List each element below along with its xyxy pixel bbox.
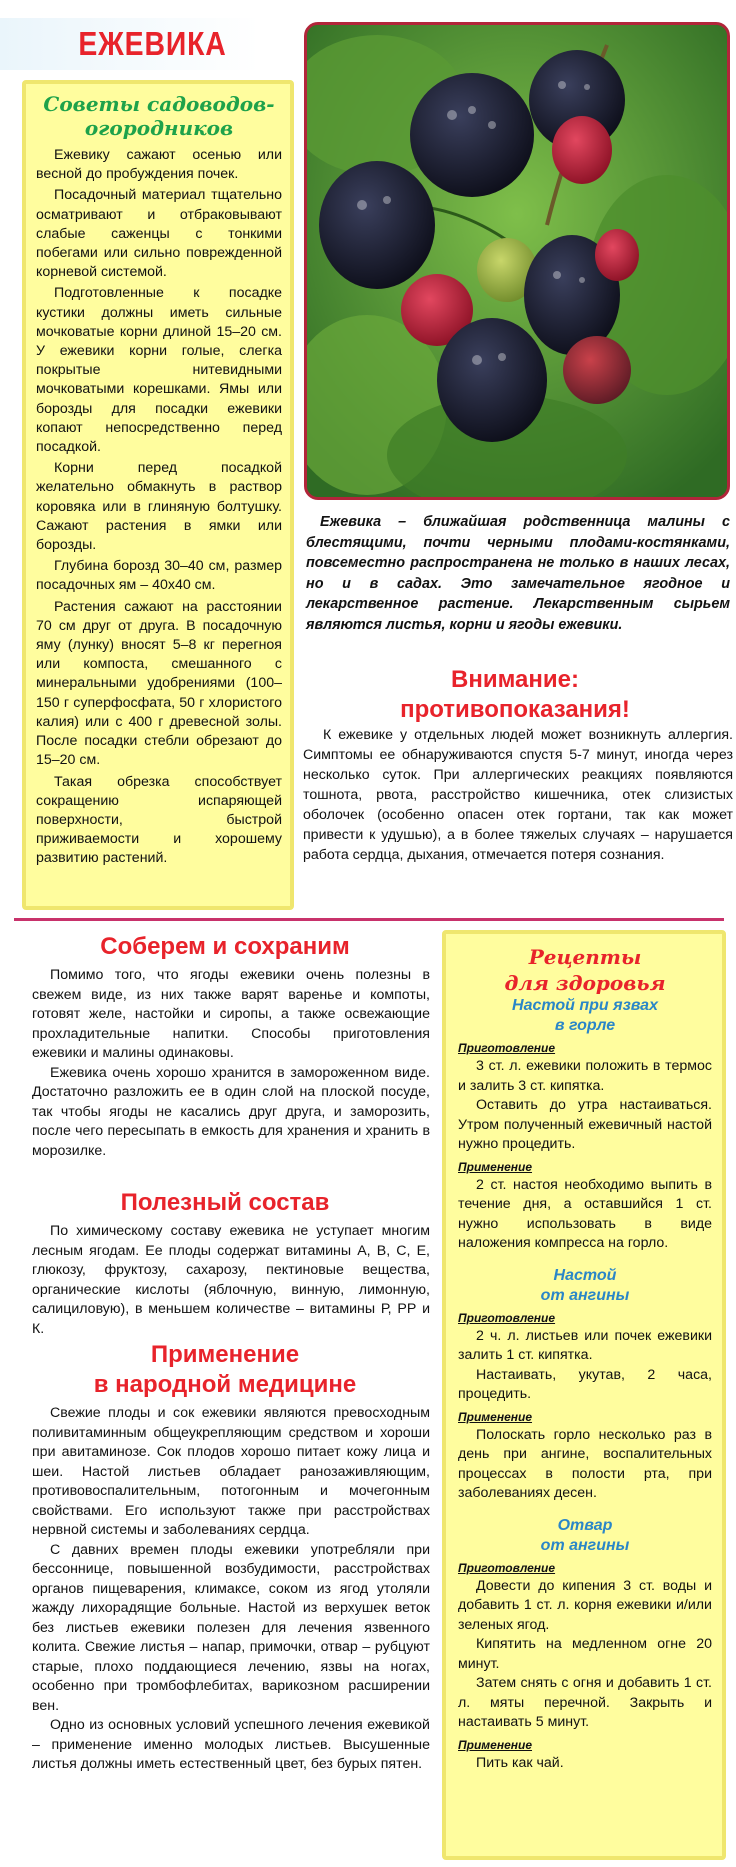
recipe-use: 2 ст. настоя необходимо выпить в течение дня, а оставшийся 1 ст. нужно использовать в виде наложения компресса на горло. — [458, 1176, 712, 1251]
recipes-box — [442, 930, 726, 1860]
composition-text — [32, 1222, 430, 1339]
recipe-use: Пить как чай. — [476, 1754, 564, 1771]
collect-paragraph: Помимо того, что ягоды ежевики очень полезны в свежем виде, из них также варят варенье и компоты, готовят желе, настойки и сиропы, а также освежающие прохладительные напитки. Способы приготовления ежевики и малины одинаковы. — [32, 967, 430, 1061]
recipe-step: Настаивать, укутав, 2 часа, процедить. — [458, 1366, 712, 1402]
recipe-title-line: Отвар — [557, 1516, 613, 1534]
tips-paragraph: Ежевику сажают осенью или весной до пробуждения почек. — [36, 147, 282, 183]
tips-paragraph: Такая обрезка способствует сокращению испаряющей поверхности, быстрой приживаемости и хорошему развитию растений. — [36, 773, 282, 867]
recipe-step: Затем снять с огня и добавить 1 ст. л. мяты перечной. Закрыть и настаивать 5 минут. — [458, 1675, 712, 1730]
recipe-title-line: от ангины — [540, 1536, 630, 1554]
tips-box — [22, 80, 294, 910]
recipe-use-label: Применение — [458, 1737, 533, 1752]
section-divider — [14, 918, 724, 921]
folk-paragraph: Свежие плоды и сок ежевики являются превосходным поливитаминным общеукрепляющим средством и хороши при авитаминозе. Сок плодов хорошо питает кожу лица и шеи. Настой листьев обладает ранозаживляющим, противовоспалительным, потогонным и мочегонным свойствами. Его используют также при расстройствах нервной системы и заболеваниях сердца. — [32, 1405, 430, 1538]
blackberry-photo — [304, 22, 730, 500]
tips-paragraph: Корни перед посадкой желательно обмакнуть в раствор коровяка или в глиняную болтушку. Сажают растения в ямки или борозды. — [36, 460, 282, 554]
recipe-title-line: в горле — [554, 1017, 616, 1034]
composition-paragraph: По химическому составу ежевика не уступает многим лесным ягодам. Ее плоды содержат витамины А, В, С, Е, глюкозу, фруктозу, сахарозу, пектиновые вещества, органические кислоты (яблочную, винную, лимонную, салициловую), в меньшем количестве – витамины Р, РР и К. — [32, 1223, 430, 1337]
composition-title: Полезный состав — [120, 1189, 330, 1216]
recipe-title-line: Настой — [553, 1266, 617, 1284]
recipe-title — [458, 1516, 712, 1556]
tips-heading: Советы садоводов-огородников — [43, 92, 275, 140]
recipes-heading-line: для здоровья — [504, 971, 666, 995]
warning-title — [300, 665, 730, 725]
recipe-use-label: Применение — [458, 1409, 533, 1424]
recipe-title — [458, 996, 712, 1036]
tips-paragraph: Посадочный материал тщательно осматривают и отбраковывают слабые саженцы с тонкими побегами или сильно поврежденной корневой системой. — [36, 187, 282, 281]
recipes-heading — [458, 944, 712, 996]
recipe-prep-label: Приготовление — [458, 1310, 556, 1325]
recipe-title — [458, 1266, 712, 1306]
recipe-prep-label: Приготовление — [458, 1560, 556, 1575]
recipe-step: Оставить до утра настаиваться. Утром полученный ежевичный настой нужно процедить. — [458, 1097, 712, 1152]
tips-paragraph: Глубина борозд 30–40 см, размер посадочных ям – 40х40 см. — [36, 558, 282, 594]
blackberry-illustration — [307, 25, 727, 497]
folk-title-line: Применение — [150, 1341, 300, 1368]
collect-text — [32, 966, 430, 1161]
recipe-step: 2 ч. л. листьев или почек ежевики залить 1 ст. кипятка. — [458, 1327, 712, 1363]
recipe-use-label: Применение — [458, 1159, 533, 1174]
tips-paragraph: Подготовленные к посадке кустики должны иметь сильные мочковатые корни длиной 15–20 см. У ежевики корни голые, слегка покрытые нитевидными мочковатыми корешками. Ямы или борозды для посадки ежевики копают непосредственно перед посадкой. — [36, 285, 282, 456]
warning-text: К ежевике у отдельных людей может возникнуть аллергия. Симптомы ее обнаруживаются спустя 5-7 минут, иногда через несколько суток. При аллергических реакциях появляются тошнота, рвота, расстройство кишечника, отек слизистых оболочек (особенно опасен отек гортани, так как может привести к удушью), а в более тяжелых случаях – нарушается работа сердца, дыхания, отмечается потеря сознания. — [303, 727, 733, 863]
collect-title: Соберем и сохраним — [100, 933, 350, 960]
photo-caption: Ежевика – ближайшая родственница малины с блестящими, почти черными плодами-костянками, повсеместно распространена не только в наших лесах, но и в садах. Это замечательное ягодное и лекарственное растение. Лекарственным сырьем являются листья, корни и ягоды ежевики. — [306, 514, 730, 633]
warning-title-line: противопоказания! — [400, 696, 630, 723]
page-title: ЕЖЕВИКА — [78, 25, 227, 62]
warning-title-line: Внимание: — [451, 666, 579, 693]
folk-title-line: в народной медицине — [93, 1371, 357, 1398]
recipe-title-line: Настой при язвах — [512, 997, 658, 1014]
recipe-step: 3 ст. л. ежевики положить в термос и залить 3 ст. кипятка. — [458, 1058, 712, 1094]
folk-title — [20, 1340, 430, 1400]
folk-paragraph: Одно из основных условий успешного лечения ежевикой – применение именно молодых листьев. Высушенные листья должны иметь естественный цвет, без бурых пятен. — [32, 1717, 430, 1772]
recipe-title-line: от ангины — [540, 1286, 630, 1304]
collect-paragraph: Ежевика очень хорошо хранится в замороженном виде. Достаточно разложить ее в один слой на плоской посуде, так чтобы ягоды не касались друг друга, и заморозить, после чего пересыпать в емкость для хранения и хранить в морозилке. — [32, 1064, 430, 1159]
page-title-banner — [0, 18, 305, 70]
recipes-heading-line: Рецепты — [528, 945, 642, 969]
tips-paragraph: Растения сажают на расстоянии 70 см друг от друга. В посадочную яму (лунку) вносят 5–8 кг перегноя или компоста, смешанного с минеральными удобрениями (100–150 г суперфосфата, 50 г хлористого калия) или с 400 г древесной золы. После посадки стебли обрезают до 15–20 см. — [36, 598, 282, 769]
folk-paragraph: С давних времен плоды ежевики употребляли при бессоннице, повышенной возбудимости, расстройствах органов пищеварения, климаксе, соком из ягод утоляли жажду лихорадящие больные. Настой из верхушек веток без листьев ежевики полезен для лечения язвенного колита. Свежие листья – напар, примочки, отвар – рубцуют старые, плохо поддающиеся лечению, язвы на ногах, особенно при тромбофлебитах, варикозном расширении вен. — [32, 1541, 430, 1714]
folk-text — [32, 1404, 430, 1775]
recipe-use: Полоскать горло несколько раз в день при ангине, воспалительных процессах в полости рта, при заболеваниях десен. — [458, 1426, 712, 1501]
recipe-step: Кипятить на медленном огне 20 минут. — [458, 1636, 712, 1672]
recipe-prep-label: Приготовление — [458, 1041, 556, 1055]
recipe-step: Довести до кипения 3 ст. воды и добавить 1 ст. л. корня ежевики и/или зеленых ягод. — [458, 1577, 712, 1633]
